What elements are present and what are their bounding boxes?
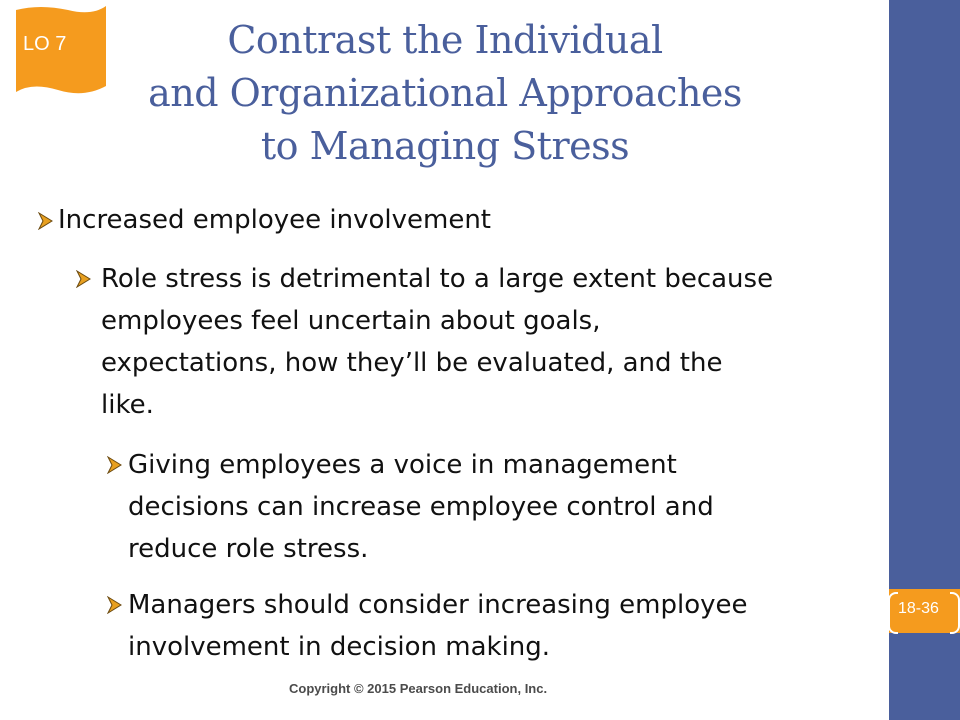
arrow-bullet-icon — [76, 270, 92, 288]
lo-tag-label: LO 7 — [23, 33, 67, 55]
bullet-level1-text: Increased employee involvement — [58, 205, 491, 235]
title-line-1: Contrast the Individual — [227, 18, 663, 62]
page-number-right-brace — [950, 592, 960, 634]
bullet-level3b-line-1: Managers should consider increasing employee — [128, 590, 748, 620]
arrow-bullet-icon — [38, 212, 54, 230]
bullet-level2-line-1: Role stress is detrimental to a large extent because — [101, 264, 774, 294]
bullet-level2-line-2: employees feel uncertain about goals, — [101, 306, 601, 336]
page-number-left-brace — [888, 592, 898, 634]
arrow-bullet-icon — [107, 456, 123, 474]
bullet-level3a-text — [128, 444, 714, 570]
learning-objective-tag — [10, 4, 108, 94]
slide-title — [115, 14, 775, 173]
bullet-level2-line-3: expectations, how they’ll be evaluated, and the — [101, 348, 723, 378]
page-number: 18-36 — [898, 600, 939, 617]
bullet-level3a-line-2: decisions can increase employee control and — [128, 492, 714, 522]
bullet-level3a-line-1: Giving employees a voice in management — [128, 450, 677, 480]
bullet-level2-text — [101, 258, 773, 426]
arrow-bullet-icon — [107, 596, 123, 614]
bullet-level3b-line-2: involvement in decision making. — [128, 632, 551, 662]
bullet-level3b-text — [128, 584, 747, 668]
copyright-footer: Copyright © 2015 Pearson Education, Inc. — [289, 681, 548, 696]
bullet-level3a-line-3: reduce role stress. — [128, 534, 369, 564]
title-line-2: and Organizational Approaches — [148, 71, 742, 115]
bullet-level2-line-4: like. — [101, 390, 154, 420]
title-line-3: to Managing Stress — [260, 124, 630, 168]
